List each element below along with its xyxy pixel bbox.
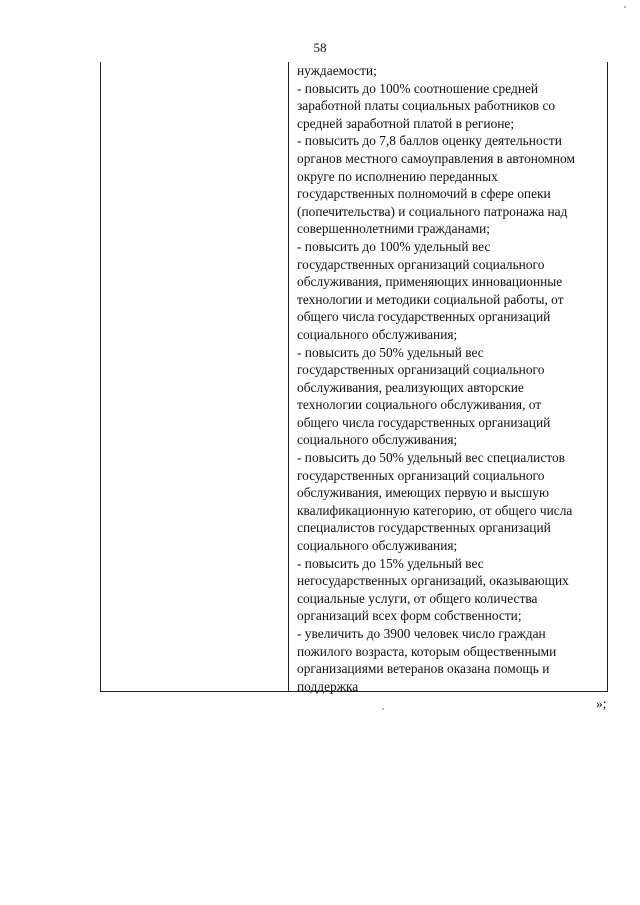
page-number: 58 xyxy=(313,40,327,55)
text-line: заработной платы социальных работников со xyxy=(297,98,556,114)
text-line: обслуживания, имеющих первую и высшую xyxy=(297,485,549,501)
text-line: совершеннолетними гражданами; xyxy=(297,221,491,237)
closing-quote-mark: »; xyxy=(596,696,607,711)
text-line: технологии социального обслуживания, от xyxy=(297,397,542,413)
text-line: - повысить до 15% удельный вес xyxy=(297,555,484,571)
text-line: социального обслуживания; xyxy=(297,326,458,342)
text-line: специалистов государственных организаций xyxy=(297,520,551,536)
text-line: пожилого возраста, которым общественными xyxy=(297,643,557,659)
text-line: технологии и методики социальной работы, от xyxy=(297,291,564,307)
table-left-cell xyxy=(101,62,289,691)
text-line: обслуживания, применяющих инновационные xyxy=(297,274,563,290)
text-line: - повысить до 50% удельный вес xyxy=(297,344,484,360)
text-line: - увеличить до 3900 человек число граждан xyxy=(297,626,546,641)
scan-speck xyxy=(624,6,626,8)
text-line: органов местного самоуправления в автономном xyxy=(297,150,575,166)
text-line: социального обслуживания; xyxy=(297,432,458,448)
text-line: общего числа государственных организаций xyxy=(297,309,551,325)
text-line: округе по исполнению переданных xyxy=(297,168,498,184)
text-line: поддержка xyxy=(297,678,359,694)
text-line: общего числа государственных организаций xyxy=(297,414,551,430)
text-line: государственных организаций социального xyxy=(297,256,545,272)
scan-speck xyxy=(382,708,384,710)
text-line: (попечительства) и социального патронажа над xyxy=(297,203,568,219)
text-line: - повысить до 50% удельный вес специалистов xyxy=(297,450,565,466)
text-line: государственных полномочий в сфере опеки xyxy=(297,186,551,202)
goals-table xyxy=(100,62,608,692)
text-line: - повысить до 100% соотношение средней xyxy=(297,80,539,96)
text-line: средней заработной платой в регионе; xyxy=(297,115,515,131)
text-line: социальные услуги, от общего количества xyxy=(297,590,538,606)
text-line: социального обслуживания; xyxy=(297,538,458,554)
text-line: негосударственных организаций, оказывающих xyxy=(297,573,569,589)
text-line: организаций всех форм собственности; xyxy=(297,608,522,624)
text-line: обслуживания, реализующих авторские xyxy=(297,379,524,395)
text-line: квалификационную категорию, от общего числа xyxy=(297,502,573,518)
text-line: нуждаемости; xyxy=(297,63,377,78)
text-line: - повысить до 7,8 баллов оценку деятельности xyxy=(297,133,562,149)
text-line: государственных организаций социального xyxy=(297,467,545,483)
text-line: организациями ветеранов оказана помощь и xyxy=(297,661,550,677)
table-right-cell xyxy=(297,62,605,695)
text-line: государственных организаций социального xyxy=(297,362,545,378)
text-line: - повысить до 100% удельный вес xyxy=(297,238,491,254)
